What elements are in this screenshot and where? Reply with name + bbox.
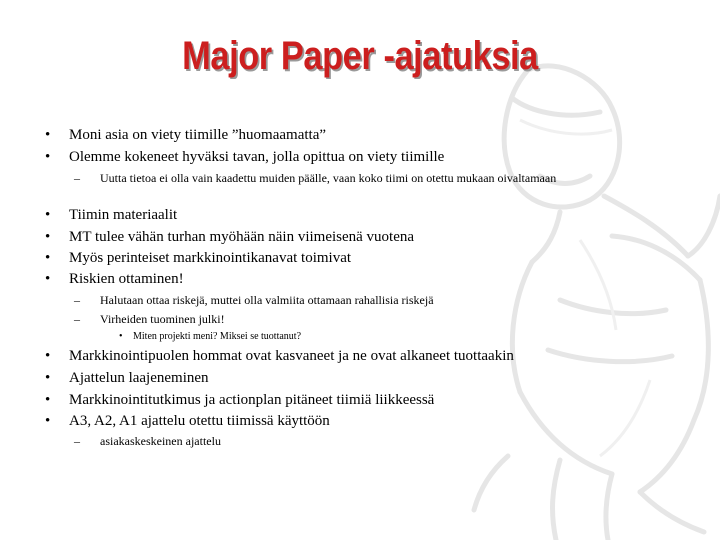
bullet-glyph: – xyxy=(74,434,80,448)
bullet-glyph: • xyxy=(119,331,123,342)
bullet-item xyxy=(74,434,221,448)
bullet-text: Miten projekti meni? Miksei se tuottanut? xyxy=(133,331,302,342)
bullet-item xyxy=(45,370,209,386)
bullet-glyph: • xyxy=(45,392,51,408)
bullet-glyph: – xyxy=(74,171,80,185)
bullet-item xyxy=(45,149,445,165)
bullet-glyph: – xyxy=(74,293,80,307)
bullet-glyph: • xyxy=(45,370,51,386)
bullet-text: Riskien ottaminen! xyxy=(69,271,184,287)
bullet-glyph: • xyxy=(45,149,51,165)
bullet-item xyxy=(45,250,352,266)
bullet-text: A3, A2, A1 ajattelu otettu tiimissä käyttöön xyxy=(69,413,330,429)
bullet-text: Moni asia on viety tiimille ”huomaamatta” xyxy=(69,127,327,143)
bullet-text: Halutaan ottaa riskejä, muttei olla valmiita ottamaan rahallisia riskejä xyxy=(100,293,434,307)
bullet-item xyxy=(45,348,514,364)
bullet-glyph: – xyxy=(74,312,80,326)
bullet-glyph: • xyxy=(45,348,51,364)
bullet-text: MT tulee vähän turhan myöhään näin viimeisenä vuotena xyxy=(69,229,415,245)
bullet-text: Virheiden tuominen julki! xyxy=(100,312,225,326)
bullet-text: Uutta tietoa ei olla vain kaadettu muiden päälle, vaan koko tiimi on otettu mukaan oivaltamaan xyxy=(100,171,557,185)
bullet-item xyxy=(45,229,415,245)
bullet-item xyxy=(45,127,327,143)
bullet-item xyxy=(45,413,330,429)
bullet-text: asiakaskeskeinen ajattelu xyxy=(100,434,221,448)
bullet-text: Markkinointipuolen hommat ovat kasvaneet ja ne ovat alkaneet tuottaakin xyxy=(69,348,514,364)
bullet-text: Ajattelun laajeneminen xyxy=(69,370,209,386)
bullet-glyph: • xyxy=(45,413,51,429)
bullet-text: Olemme kokeneet hyväksi tavan, jolla opittua on viety tiimille xyxy=(69,149,445,165)
bullet-text: Markkinointitutkimus ja actionplan pitäneet tiimiä liikkeessä xyxy=(69,392,435,408)
bullet-item xyxy=(74,293,434,307)
bullet-glyph: • xyxy=(45,229,51,245)
bullet-glyph: • xyxy=(45,207,51,223)
bullet-glyph: • xyxy=(45,271,51,287)
bullet-item xyxy=(74,171,640,185)
bullet-item xyxy=(45,392,435,408)
bullet-item xyxy=(119,331,302,342)
bullet-glyph: • xyxy=(45,127,51,143)
bullet-glyph: • xyxy=(45,250,51,266)
bullet-item xyxy=(45,207,178,223)
bullet-item xyxy=(45,271,184,287)
slide-title: Major Paper -ajatuksia xyxy=(182,34,538,78)
bullet-item xyxy=(74,312,225,326)
bullet-text: Myös perinteiset markkinointikanavat toimivat xyxy=(69,250,352,266)
bullet-text: Tiimin materiaalit xyxy=(69,207,178,223)
